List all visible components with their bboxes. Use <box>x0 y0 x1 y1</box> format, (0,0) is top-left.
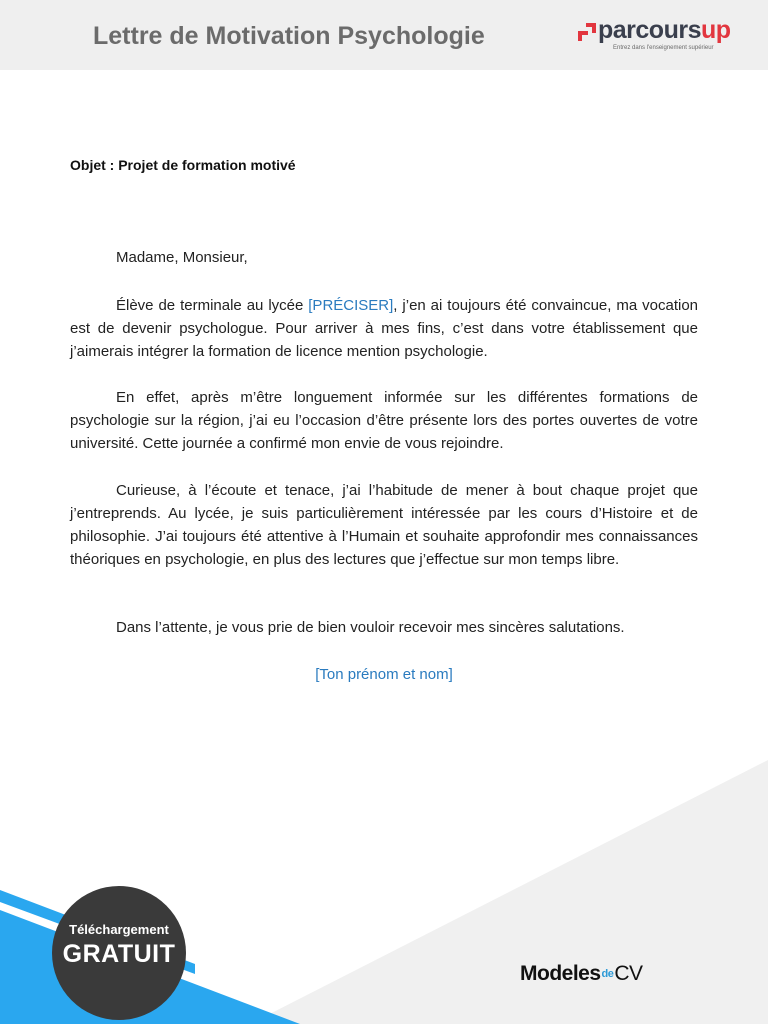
letter-closing: Dans l’attente, je vous prie de bien vouloir recevoir mes sincères salutations. <box>116 619 625 636</box>
header-band <box>0 0 768 70</box>
page-title: Lettre de Motivation Psychologie <box>93 22 485 50</box>
parcoursup-wordmark <box>598 16 731 45</box>
modelesdecv-logo <box>520 962 670 992</box>
badge-download-label: Téléchargement <box>69 922 169 937</box>
badge-free-label: GRATUIT <box>62 940 176 968</box>
parcoursup-logo <box>576 18 756 54</box>
parcoursup-arrows-icon <box>576 22 600 44</box>
parcoursup-tagline: Entrez dans l'enseignement supérieur <box>613 45 714 51</box>
parcoursup-wordmark-part1: parcours <box>598 16 701 44</box>
school-placeholder: [PRÉCISER] <box>308 297 394 314</box>
modelesdecv-logo-part3: CV <box>614 962 643 985</box>
letter-greeting: Madame, Monsieur, <box>116 249 248 266</box>
paragraph-1-after: , j’en ai toujours été convaincue, ma vocation est de devenir psychologue. Pour arriver à mes fins, c’est dans votre établissement que j’aimerais intégrer la formation de licence mention psychologie. <box>70 297 698 360</box>
paragraph-1-before: Élève de terminale au lycée <box>116 297 309 314</box>
free-download-badge[interactable] <box>52 886 186 1020</box>
parcoursup-wordmark-part2: up <box>700 16 731 44</box>
letter-paragraph-2: En effet, après m’être longuement informée sur les différentes formations de psychologie sur la région, j’ai eu l’occasion d’être présente lors des portes ouvertes de votre université. Cette journée a confirmé mon envie de vous rejoindre. <box>70 389 698 452</box>
letter-paragraph-1 <box>70 294 698 363</box>
letter-paragraph-3: Curieuse, à l’écoute et tenace, j’ai l’habitude de mener à bout chaque projet que j’entreprends. Au lycée, je suis particulièrement intéressée par les cours d’Histoire et de philosophie. J’ai toujours été attentive à l’Humain et souhaite approfondir mes connaissances théoriques en psychologie, en plus des lectures que j’effectue sur mon temps libre. <box>70 482 698 568</box>
modelesdecv-logo-part1: Modeles <box>520 962 601 985</box>
letter-subject: Objet : Projet de formation motivé <box>70 157 296 173</box>
modelesdecv-logo-part2: de <box>601 968 614 980</box>
signature-placeholder: [Ton prénom et nom] <box>315 666 453 683</box>
